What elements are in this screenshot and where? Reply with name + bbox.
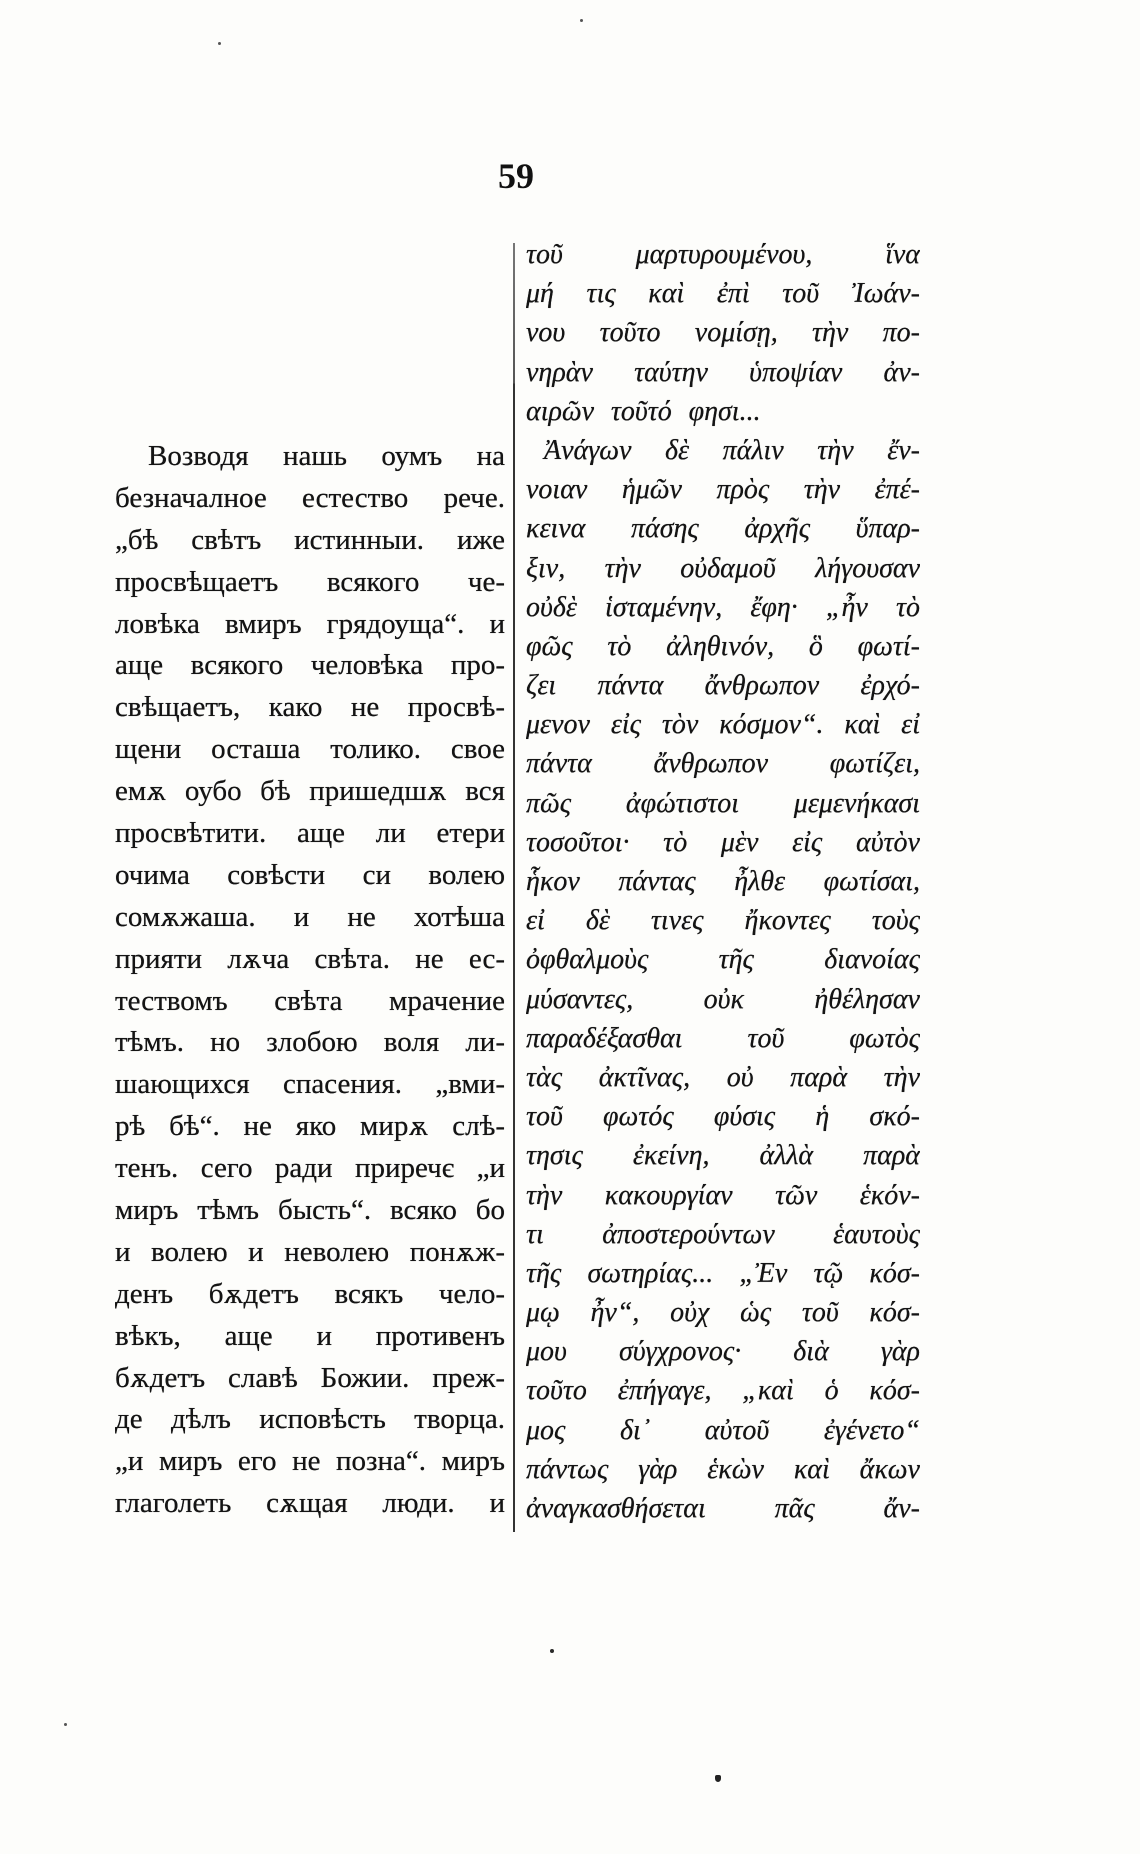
greek-text-line: τοῦ φωτός φύσις ἡ σκό- <box>526 1101 920 1133</box>
greek-text-line: τοσοῦτοι· τὸ μὲν εἰς αὐτὸν <box>526 826 920 858</box>
slavonic-text-line: Возводя нашь оумъ на <box>148 440 505 472</box>
slavonic-text-line: емѫ оубо бѣ пришедшѫ вся <box>115 775 505 808</box>
greek-text-line: τησις ἐκείνη, ἀλλὰ παρὰ <box>526 1140 920 1172</box>
slavonic-text-line: шающихся спасения. „вми- <box>115 1068 505 1101</box>
greek-text-line: κεινα πάσης ἀρχῆς ὕπαρ- <box>526 513 920 545</box>
greek-text-line: μῳ ἦν“, οὐχ ὡς τοῦ κόσ- <box>526 1297 920 1329</box>
greek-text-line: ζει πάντα ἄνθρωπον ἐρχό- <box>526 670 920 702</box>
greek-text-line: τοῦτο ἐπήγαγε, „καὶ ὁ κόσ- <box>526 1375 920 1407</box>
slavonic-text-line: безначалное естество рече. <box>115 481 505 514</box>
slavonic-text-line: и волею и неволею понѫж- <box>115 1235 505 1268</box>
scan-speck <box>550 1649 554 1653</box>
greek-text-line: οὐδὲ ἱσταμένην, ἔφη· „ἦν τὸ <box>526 591 920 623</box>
greek-text-line: εἰ δὲ τινες ἤκοντες τοὺς <box>526 905 920 937</box>
greek-text-line: νηρὰν ταύτην ὑποψίαν ἀν- <box>526 356 920 388</box>
greek-text-line: μος δι᾽ αὐτοῦ ἐγένετο“ <box>526 1414 920 1446</box>
slavonic-text-line: вѣкъ, аще и противенъ <box>115 1319 505 1352</box>
slavonic-text-line: тѣмъ. но злобою воля ли- <box>115 1026 505 1059</box>
column-divider <box>513 243 515 1532</box>
slavonic-text-line: свѣщаетъ, како не просвѣ- <box>115 691 505 724</box>
greek-text-line: παραδέξασθαι τοῦ φωτὸς <box>526 1022 920 1054</box>
slavonic-text-line: сомѫжаша. и не хотѣша <box>115 900 505 933</box>
left-column-church-slavonic <box>115 436 505 1525</box>
slavonic-text-line: де дѣлъ исповѣсть творца. <box>115 1403 505 1436</box>
greek-text-line: ἀναγκασθήσεται πᾶς ἄν- <box>526 1493 920 1524</box>
greek-text-line: ξιν, τὴν οὐδαμοῦ λήγουσαν <box>526 552 920 584</box>
greek-text-line: τῆς σωτηρίας... „Ἐν τῷ κόσ- <box>526 1257 920 1289</box>
greek-text-line: αιρῶν τοῦτό φησι... <box>526 395 761 427</box>
scan-speck <box>580 19 583 22</box>
greek-text-line: πάντως γὰρ ἑκὼν καὶ ἄκων <box>526 1453 920 1485</box>
right-column-greek <box>526 235 920 1528</box>
greek-text-line: μενον εἰς τὸν κόσμον“. καὶ εἰ <box>526 709 920 741</box>
slavonic-text-line: ловѣка вмиръ грядоуща“. и <box>115 607 505 640</box>
greek-text-line: τι ἀποστερούντων ἑαυτοὺς <box>526 1218 920 1250</box>
greek-text-line: μύσαντες, οὐκ ἠθέλησαν <box>526 983 920 1015</box>
slavonic-text-line: очима совѣсти си волею <box>115 858 505 891</box>
greek-text-line: νοιαν ἡμῶν πρὸς τὴν ἐπέ- <box>526 474 920 506</box>
greek-text-line: τὰς ἀκτῖνας, οὐ παρὰ τὴν <box>526 1061 920 1093</box>
greek-text-line: τὴν κακουργίαν τῶν ἑκόν- <box>526 1179 920 1211</box>
slavonic-text-line: тествомъ свѣта мрачение <box>115 984 505 1017</box>
greek-text-line: τοῦ μαρτυρουμένου, ἵνα <box>526 239 920 270</box>
greek-text-line: Ἀνάγων δὲ πάλιν τὴν ἔν- <box>544 434 920 466</box>
slavonic-text-line: миръ тѣмъ бысть“. всяко бо <box>115 1194 505 1227</box>
greek-text-line: ἧκον πάντας ἦλθε φωτίσαι, <box>526 866 920 897</box>
slavonic-text-line: аще всякого человѣка про- <box>115 649 505 682</box>
slavonic-text-line: просвѣтити. аще ли етери <box>115 817 505 850</box>
greek-text-line: μή τις καὶ ἐπὶ τοῦ Ἰωάν- <box>526 278 920 310</box>
slavonic-text-line: тенъ. сего ради приречє „и <box>115 1152 505 1185</box>
page-number: 59 <box>498 156 534 196</box>
slavonic-text-line: рѣ бѣ“. не яко мирѫ слѣ- <box>115 1110 505 1143</box>
scan-speck <box>218 42 221 45</box>
slavonic-text-line: „бѣ свѣтъ истинныи. иже <box>115 523 505 556</box>
greek-text-line: μου σύγχρονος· διὰ γὰρ <box>526 1336 920 1368</box>
greek-text-line: φῶς τὸ ἀληθινόν, ὃ φωτί- <box>526 630 920 662</box>
slavonic-text-line: глаголеть сѫщая люди. и <box>115 1487 505 1520</box>
slavonic-text-line: „и миръ его не позна“. миръ <box>115 1445 505 1478</box>
slavonic-text-line: денъ бѫдетъ всякъ чело- <box>115 1277 505 1310</box>
slavonic-text-line: прияти лѫча свѣта. не ес- <box>115 942 505 975</box>
slavonic-text-line: бѫдетъ славѣ Божии. преж- <box>115 1361 505 1394</box>
greek-text-line: πάντα ἄνθρωπον φωτίζει, <box>526 748 920 780</box>
greek-text-line: πῶς ἀφώτιστοι μεμενήκασι <box>526 787 920 819</box>
greek-text-line: νου τοῦτο νομίσῃ, τὴν πο- <box>526 317 920 349</box>
slavonic-text-line: щени осташа толико. свое <box>115 733 505 766</box>
scan-speck <box>715 1775 721 1782</box>
slavonic-text-line: просвѣщаетъ всякого че- <box>115 565 505 598</box>
greek-text-line: ὀφθαλμοὺς τῆς διανοίας <box>526 944 920 976</box>
scan-speck <box>64 1723 67 1726</box>
